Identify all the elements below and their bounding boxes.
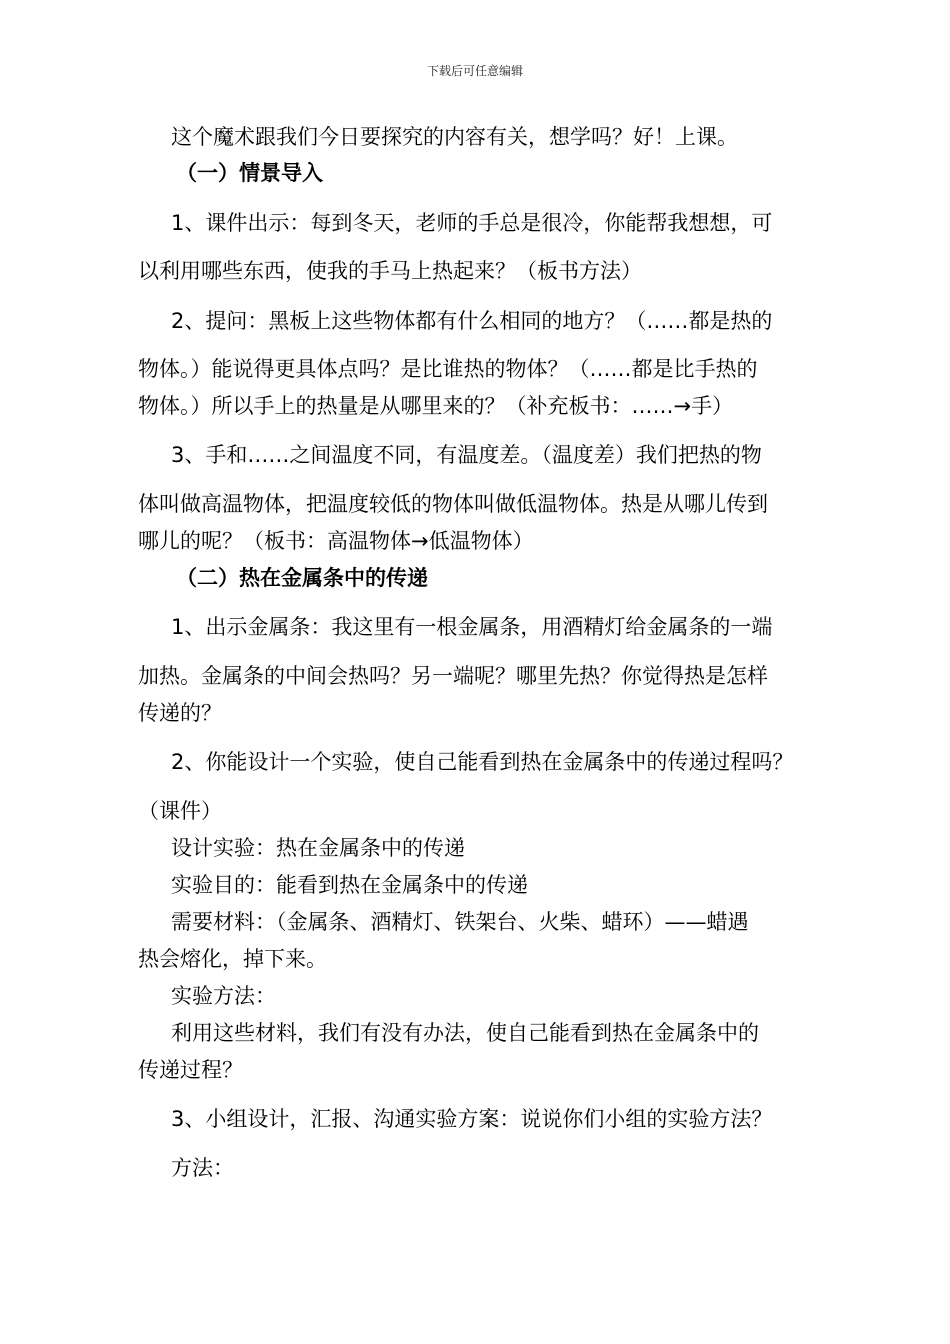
text-line: 方法： bbox=[171, 1156, 234, 1180]
text-line: 利用这些材料，我们有没有办法，使自己能看到热在金属条中的 bbox=[171, 1021, 759, 1045]
text-line: 2、你能设计一个实验，使自己能看到热在金属条中的传递过程吗？ bbox=[171, 750, 794, 774]
text-line: 传递过程？ bbox=[138, 1058, 243, 1082]
text-line: 1、课件出示：每到冬天，老师的手总是很冷，你能帮我想想，可 bbox=[171, 211, 773, 235]
text-line: 加热。金属条的中间会热吗？另一端呢？哪里先热？你觉得热是怎样 bbox=[138, 664, 768, 688]
text-line: 哪儿的呢？（板书：高温物体→低温物体） bbox=[138, 529, 534, 553]
text-line: 物体。）能说得更具体点吗？是比谁热的物体？（……都是比手热的 bbox=[138, 357, 758, 381]
text-line: 传递的？ bbox=[138, 701, 222, 725]
text-line: 3、手和……之间温度不同，有温度差。（温度差）我们把热的物 bbox=[171, 443, 762, 467]
text-line: 这个魔术跟我们今日要探究的内容有关，想学吗？好！上课。 bbox=[171, 125, 738, 149]
text-line: 2、提问：黑板上这些物体都有什么相同的地方？（……都是热的 bbox=[171, 309, 773, 333]
text-line: （课件） bbox=[138, 799, 222, 823]
text-line: 实验方法： bbox=[171, 984, 276, 1008]
page-header: 下载后可任意编辑 bbox=[426, 64, 523, 78]
text-line: 体叫做高温物体，把温度较低的物体叫做低温物体。热是从哪儿传到 bbox=[138, 492, 768, 516]
text-line: 1、出示金属条：我这里有一根金属条，用酒精灯给金属条的一端 bbox=[171, 615, 773, 639]
section-heading-2: （二）热在金属条中的传递 bbox=[176, 566, 428, 590]
text-line: 设计实验：热在金属条中的传递 bbox=[171, 836, 465, 860]
text-line: 需要材料：（金属条、酒精灯、铁架台、火柴、蜡环）——蜡遇 bbox=[171, 910, 749, 934]
text-line: 以利用哪些东西，使我的手马上热起来？（板书方法） bbox=[138, 259, 642, 283]
section-heading-1: （一）情景导入 bbox=[176, 161, 323, 185]
text-line: 物体。）所以手上的热量是从哪里来的？（补充板书：……→手） bbox=[138, 394, 734, 418]
text-line: 热会熔化，掉下来。 bbox=[138, 947, 327, 971]
text-line: 3、小组设计，汇报、沟通实验方案：说说你们小组的实验方法？ bbox=[171, 1107, 773, 1131]
text-line: 实验目的：能看到热在金属条中的传递 bbox=[171, 873, 528, 897]
